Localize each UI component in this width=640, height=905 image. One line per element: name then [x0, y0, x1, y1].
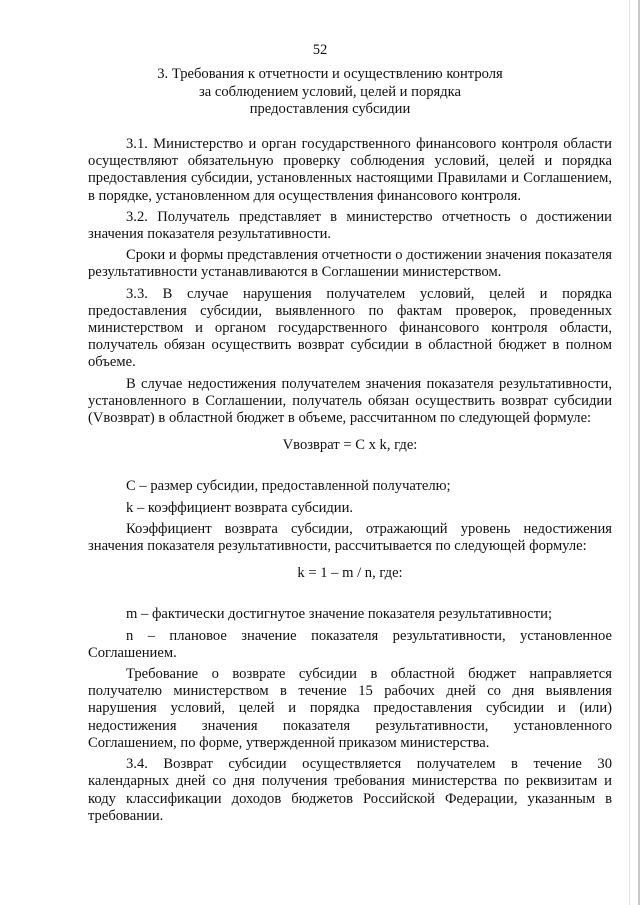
scan-edge-line	[629, 0, 630, 905]
paragraph-nonachievement: В случае недостижения получателем значения показателя результативности, установленного в Соглашении, получатель обязан осуществить возврат субсидии (Vвозврат) в областной бюджет в объеме, рассчитанном по следующей формуле:	[88, 375, 612, 427]
paragraph-reporting-terms: Сроки и формы представления отчетности о достижении значения показателя результативности устанавливаются в Соглашении министерством.	[88, 247, 612, 281]
heading-line-3: предоставления субсидии	[249, 101, 411, 117]
heading-line-1: 3. Требования к отчетности и осуществлению контроля	[157, 66, 503, 82]
spacer	[88, 592, 612, 606]
formula-coefficient: k = 1 – m / n, где:	[297, 565, 403, 582]
paragraph-3-2: 3.2. Получатель представляет в министерство отчетность о достижении значения показателя результативности.	[88, 208, 612, 243]
definition-n: n – плановое значение показателя результативности, установленное Соглашением.	[88, 627, 612, 661]
heading-line-2: за соблюдением условий, целей и порядка	[198, 83, 462, 100]
paragraph-3-4: 3.4. Возврат субсидии осуществляется получателем в течение 30 календарных дней со дня получения требования министерства по реквизитам и коду классификации доходов бюджетов Российской Федерации, указанным в требовании.	[88, 756, 612, 824]
page-number: 52	[312, 42, 328, 58]
definition-c: C – размер субсидии, предоставленной получателю;	[126, 478, 451, 495]
paragraph-3-3: 3.3. В случае нарушения получателем условий, целей и порядка предоставления субсидии, выявленного по фактам проверок, проведенных министерством и органом государственного финансового контроля области, получатель обязан осуществить возврат субсидии в областной бюджет в полном объеме.	[88, 285, 612, 371]
paragraph-coefficient: Коэффициент возврата субсидии, отражающий уровень недостижения значения показателя результативности, рассчитывается по следующей формуле:	[88, 520, 612, 555]
definition-k: k – коэффициент возврата субсидии.	[126, 499, 354, 516]
document-body	[88, 136, 612, 829]
paragraph-3-1: 3.1. Министерство и орган государственного финансового контроля области осуществляют обязательную проверку соблюдения условий, целей и порядка предоставления субсидии, установленных настоящими Правилами и Соглашением, в порядке, установленном для осуществления финансового контроля.	[88, 136, 612, 204]
spacer	[88, 464, 612, 478]
formula-refund: Vвозврат = C x k, где:	[282, 437, 418, 454]
paragraph-refund-request: Требование о возврате субсидии в областной бюджет направляется получателю министерством в течение 15 рабочих дней со дня выявления нарушения условий, целей и порядка предоставления субсидии и (или) недостижения значения показателя результативности, установленного Соглашением, по форме, утвержденной приказом министерства.	[88, 666, 612, 751]
section-heading	[150, 66, 510, 119]
definition-m: m – фактически достигнутое значение показателя результативности;	[126, 606, 553, 623]
